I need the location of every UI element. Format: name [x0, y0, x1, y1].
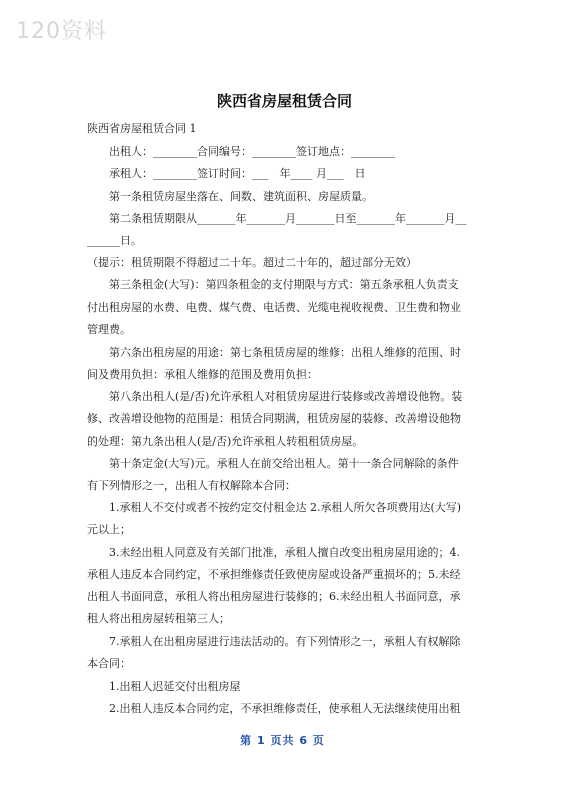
body-line: （提示：租赁期限不得超过二十年。超过二十年的，超过部分无效）	[87, 256, 417, 269]
body-line: 1.承租人不交付或者不按约定交付租金达 2.承租人所欠各项费用达(大写)	[87, 501, 462, 514]
body-line: 第八条出租人(是/否)允许承租人对租赁房屋进行装修或改善增设他物。装	[87, 390, 463, 403]
body-line: 第六条出租房屋的用途：第七条租赁房屋的维修：出租人维修的范围、时	[87, 346, 461, 359]
body-line: 第三条租金(大写)：第四条租金的支付期限与方式：第五条承租人负责支	[87, 278, 459, 291]
body-line: 陕西省房屋租赁合同 1	[87, 122, 197, 135]
body-line: 本合同：	[87, 657, 131, 670]
body-line: 承租人：________签订时间：___ 年____ 月___ 日	[87, 167, 366, 180]
body-line: 的处理：第九条出租人(是/否)允许承租人转租租赁房屋。	[87, 435, 364, 448]
body-line: 修、改善增设他物的范围是：租赁合同期满，租赁房屋的装修、改善增设他物	[87, 412, 461, 425]
body-line: 付出租房屋的水费、电费、煤气费、电话费、光缆电视收视费、卫生费和物业	[87, 301, 461, 314]
body-line: 出租人书面同意，承租人将出租房屋进行装修的；6.未经出租人书面同意，承	[87, 590, 461, 603]
page-footer: 第 1 页共 6 页	[240, 734, 325, 747]
body-line: 第一条租赁房屋坐落在、间数、建筑面积、房屋质量。	[87, 190, 373, 203]
body-line: 租人将出租房屋转租第三人；	[87, 612, 230, 625]
body-line: 7.承租人在出租房屋进行违法活动的。有下列情形之一，承租人有权解除	[87, 635, 461, 648]
body-line: 第十条定金(大写)元。承租人在前交给出租人。第十一条合同解除的条件	[87, 457, 459, 470]
body-line: 有下列情形之一，出租人有权解除本合同：	[87, 479, 296, 492]
body-line: ______日。	[87, 234, 142, 247]
watermark: 120资料	[16, 19, 107, 44]
body-line: 第二条租赁期限从_______年_______月_______日至_______年_______月__	[87, 212, 467, 225]
document-title: 陕西省房屋租赁合同	[216, 92, 352, 110]
body-line: 管理费。	[87, 323, 131, 336]
body-line: 3.未经出租人同意及有关部门批准，承租人擅自改变出租房屋用途的；4.	[87, 546, 460, 559]
body-line: 1.出租人迟延交付出租房屋	[87, 680, 241, 693]
body-line: 2.出租人违反本合同约定，不承担维修责任，使承租人无法继续使用出租	[87, 702, 461, 715]
body-line: 承租人违反本合同约定，不承担维修责任致使房屋或设备严重损坏的；5.未经	[87, 568, 461, 581]
body-line: 出租人：________合同编号：________签订地点：________	[87, 145, 395, 158]
body-line: 间及费用负担：承租人维修的范围及费用负担：	[87, 368, 318, 381]
body-line: 元以上；	[87, 523, 131, 536]
